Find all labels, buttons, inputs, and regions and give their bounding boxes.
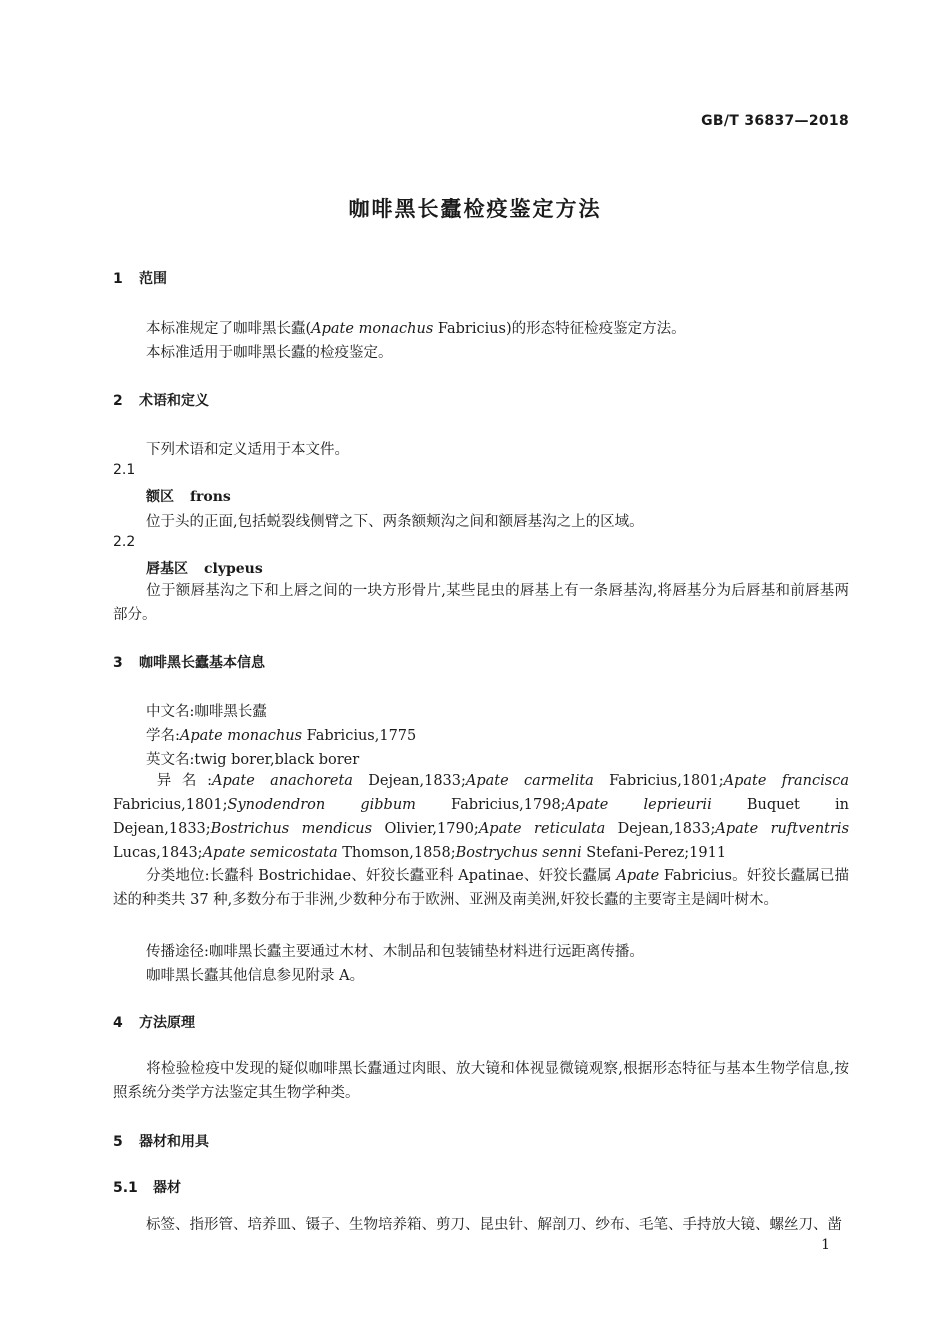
genus-name: Apate: [616, 868, 660, 884]
section-number: 5: [113, 1134, 123, 1150]
text: Fabricius。奸狡长蠹属已描述的种类共 37 种,多数分布于非洲,少数种分布于欧洲、亚洲及南美洲,奸狡长蠹的主要寄主是阔叶树木。: [113, 868, 849, 908]
synonym: Apate leprieurii: [565, 797, 712, 813]
synonyms: [113, 769, 849, 865]
section-number: 4: [113, 1015, 123, 1031]
text: Fabricius)的形态特征检疫鉴定方法。: [433, 321, 686, 337]
label: 异名:: [146, 773, 212, 789]
term-en: frons: [190, 489, 231, 505]
text: Dejean,1833;: [352, 773, 466, 789]
label: 学名:: [146, 728, 180, 744]
scientific-name-line: [146, 724, 416, 745]
synonym: Bostrichus mendicus: [210, 821, 373, 837]
section-title: 术语和定义: [139, 393, 209, 409]
section-title: 器材和用具: [139, 1134, 209, 1150]
synonym: Apate anachoreta: [212, 773, 353, 789]
text: Fabricius,1801;: [593, 773, 724, 789]
text: Fabricius,1801;: [113, 797, 228, 813]
section-number: 1: [113, 271, 123, 287]
section-4-para: [113, 1057, 849, 1105]
term-2-1: [146, 486, 231, 506]
section-2-intro: 下列术语和定义适用于本文件。: [146, 442, 349, 458]
taxonomic-status: [113, 864, 849, 912]
document-title: 咖啡黑长蠹检疫鉴定方法: [348, 197, 602, 221]
section-5-1-para: 标签、指形管、培养皿、镊子、生物培养箱、剪刀、昆虫针、解剖刀、纱布、毛笔、手持放大镜、螺丝刀、凿: [146, 1217, 842, 1233]
section-title: 范围: [139, 271, 167, 287]
synonym: Bostrychus senni: [455, 845, 582, 861]
text: Buquet in Dejean,1833;: [113, 797, 849, 837]
subsection-title: 器材: [153, 1180, 181, 1196]
synonym: Apate francisca: [723, 773, 849, 789]
term-2-1-definition: 位于头的正面,包括蜕裂线侧臂之下、两条额颊沟之间和额唇基沟之上的区域。: [146, 514, 644, 530]
author: Fabricius,1775: [302, 728, 417, 744]
section-4-heading: [113, 1012, 195, 1032]
section-number: 3: [113, 655, 123, 671]
term-2-2-number: 2.2: [113, 534, 136, 550]
section-1-para-2: 本标准适用于咖啡黑长蠹的检疫鉴定。: [146, 345, 393, 361]
synonym: Apate ruftventris: [715, 821, 850, 837]
other-info: 咖啡黑长蠹其他信息参见附录 A。: [146, 968, 365, 984]
synonym: Synodendron gibbum: [227, 797, 416, 813]
section-title: 方法原理: [139, 1015, 195, 1031]
text: Dejean,1833;: [605, 821, 716, 837]
text: 位于额唇基沟之下和上唇之间的一块方形骨片,某些昆虫的唇基上有一条唇基沟,将唇基分为后唇基和前唇基两部分。: [113, 583, 849, 623]
term-2-2-definition: [113, 579, 849, 627]
synonym: Apate semicostata: [202, 845, 338, 861]
subsection-number: 5.1: [113, 1180, 138, 1196]
text: Lucas,1843;: [113, 845, 203, 861]
text: Stefani-Perez;1911: [581, 845, 727, 861]
section-3-heading: [113, 652, 265, 672]
term-cn: 额区: [146, 489, 174, 505]
term-cn: 唇基区: [146, 561, 188, 577]
text: Thomson,1858;: [337, 845, 456, 861]
text: 将检验检疫中发现的疑似咖啡黑长蠹通过肉眼、放大镜和体视显微镜观察,根据形态特征与基本生物学信息,按照系统分类学方法鉴定其生物学种类。: [113, 1061, 849, 1101]
term-2-1-number: 2.1: [113, 462, 136, 478]
section-2-heading: [113, 390, 209, 410]
term-2-2: [146, 558, 263, 578]
synonym: Apate carmelita: [465, 773, 594, 789]
section-1-para-1: [146, 317, 686, 338]
standard-number: GB/T 36837—2018: [701, 113, 849, 129]
scientific-name: Apate monachus: [179, 728, 303, 744]
english-name: 英文名:twig borer,black borer: [146, 752, 360, 768]
subsection-5-1-heading: [113, 1177, 181, 1197]
text: 分类地位:长蠹科 Bostrichidae、奸狡长蠹亚科 Apatinae、奸狡长蠹属: [146, 868, 617, 884]
page-number: 1: [821, 1237, 830, 1253]
scientific-name: Apate monachus: [311, 321, 434, 337]
section-5-heading: [113, 1131, 209, 1151]
synonym: Apate reticulata: [478, 821, 606, 837]
spread-route: 传播途径:咖啡黑长蠹主要通过木材、木制品和包装铺垫材料进行远距离传播。: [146, 944, 644, 960]
section-title: 咖啡黑长蠹基本信息: [139, 655, 265, 671]
text: Olivier,1790;: [372, 821, 479, 837]
chinese-name: 中文名:咖啡黑长蠹: [146, 704, 267, 720]
text: 本标准规定了咖啡黑长蠹(: [146, 321, 312, 337]
term-en: clypeus: [204, 561, 263, 577]
section-number: 2: [113, 393, 123, 409]
text: Fabricius,1798;: [415, 797, 566, 813]
section-1-heading: [113, 268, 167, 288]
